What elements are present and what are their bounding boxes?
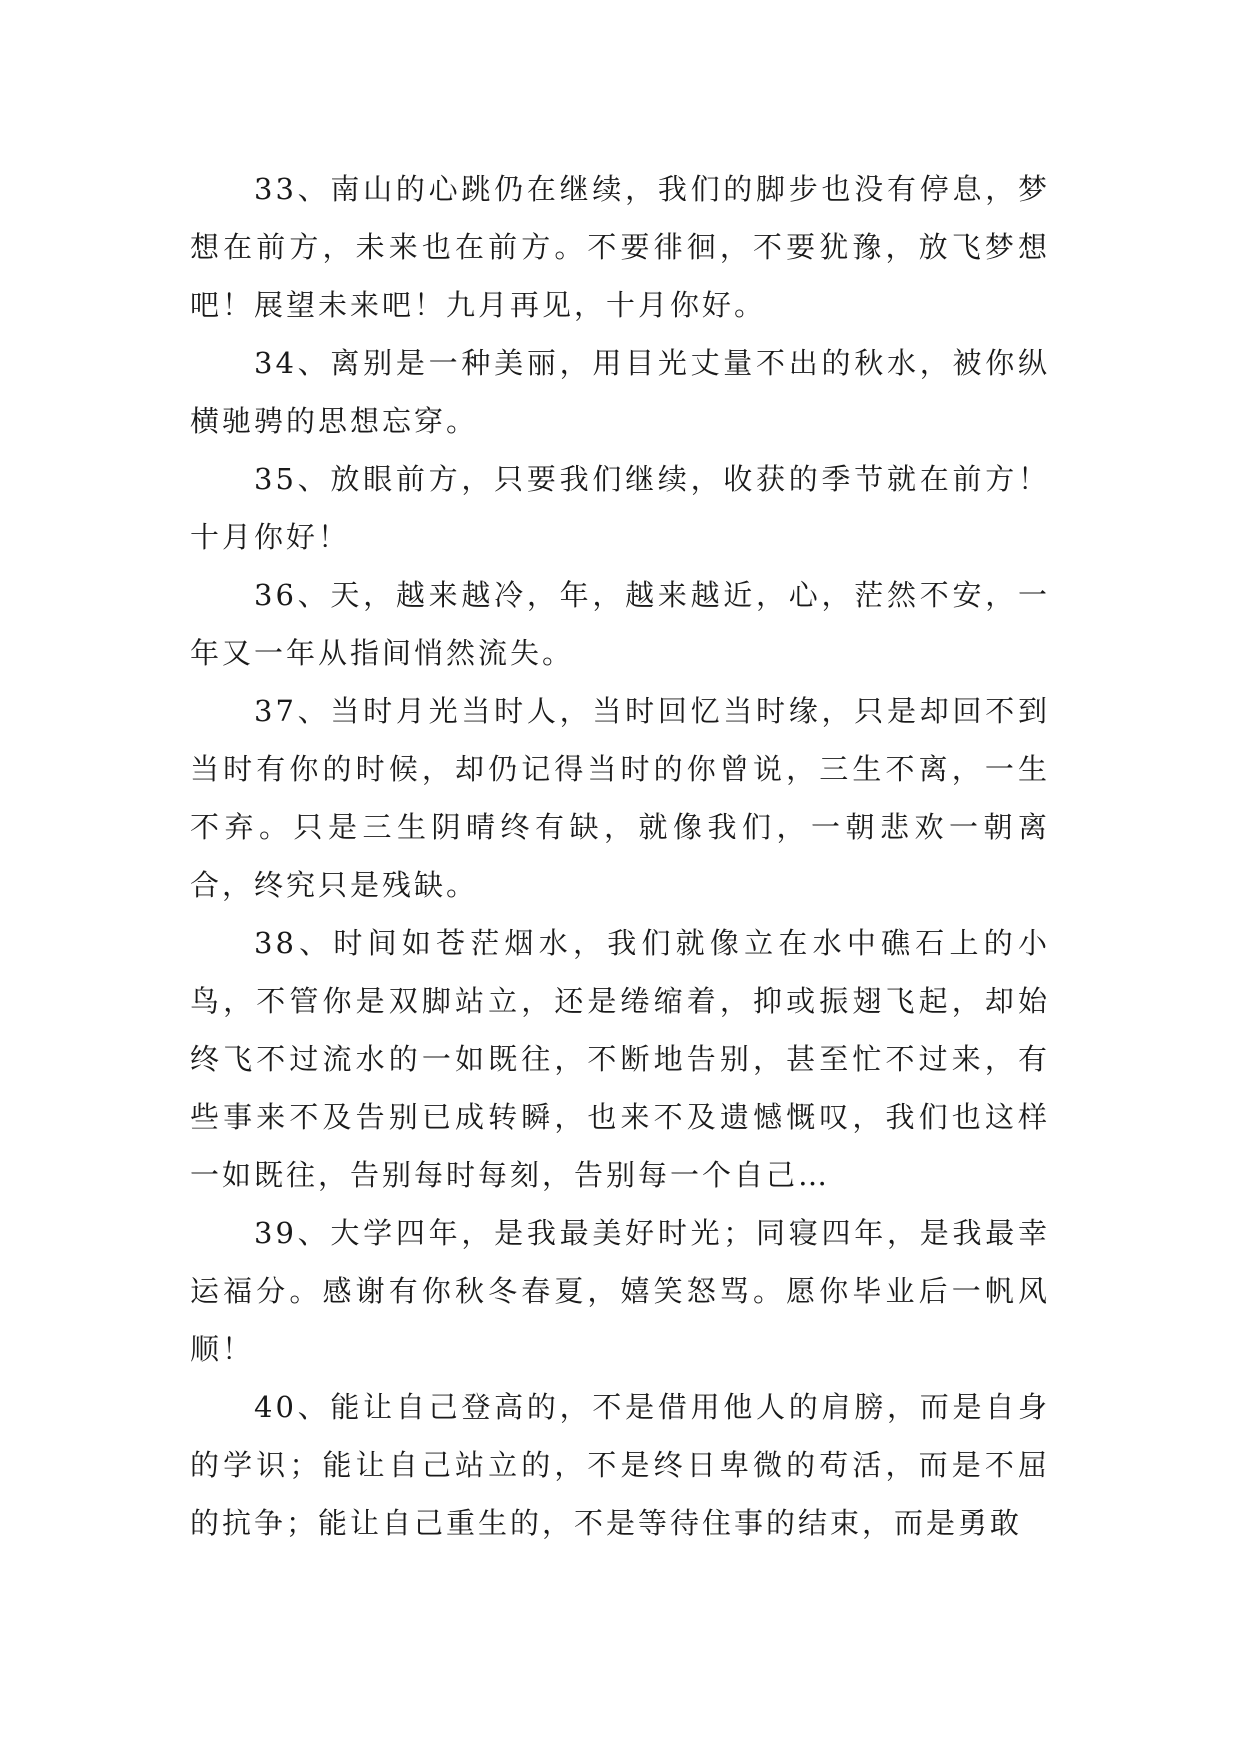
paragraph-39: 39、大学四年，是我最美好时光；同寝四年，是我最幸运福分。感谢有你秋冬春夏，嬉笑怒骂。愿你毕业后一帆风顺！ <box>190 1216 1050 1366</box>
paragraph-34: 34、离别是一种美丽，用目光丈量不出的秋水，被你纵横驰骋的思想忘穿。 <box>190 346 1050 438</box>
paragraph-36: 36、天，越来越冷，年，越来越近，心，茫然不安，一年又一年从指间悄然流失。 <box>190 578 1050 670</box>
paragraph-38: 38、时间如苍茫烟水，我们就像立在水中礁石上的小鸟，不管你是双脚站立，还是绻缩着，抑或振翅飞起，却始终飞不过流水的一如既往，不断地告别，甚至忙不过来，有些事来不及告别已成转瞬，也来不及遗憾慨叹，我们也这样一如既往，告别每时每刻，告别每一个自己… <box>190 926 1050 1192</box>
paragraph-37: 37、当时月光当时人，当时回忆当时缘，只是却回不到当时有你的时候，却仍记得当时的你曾说，三生不离，一生不弃。只是三生阴晴终有缺，就像我们，一朝悲欢一朝离合，终究只是残缺。 <box>190 694 1050 902</box>
paragraph-33: 33、南山的心跳仍在继续，我们的脚步也没有停息，梦想在前方，未来也在前方。不要徘徊，不要犹豫，放飞梦想吧！展望未来吧！九月再见，十月你好。 <box>190 172 1050 322</box>
document-page <box>190 160 1050 1552</box>
paragraph-40: 40、能让自己登高的，不是借用他人的肩膀，而是自身的学识；能让自己站立的，不是终日卑微的苟活，而是不屈的抗争；能让自己重生的，不是等待住事的结束，而是勇敢 <box>190 1390 1050 1540</box>
paragraph-35: 35、放眼前方，只要我们继续，收获的季节就在前方！十月你好！ <box>190 462 1050 554</box>
